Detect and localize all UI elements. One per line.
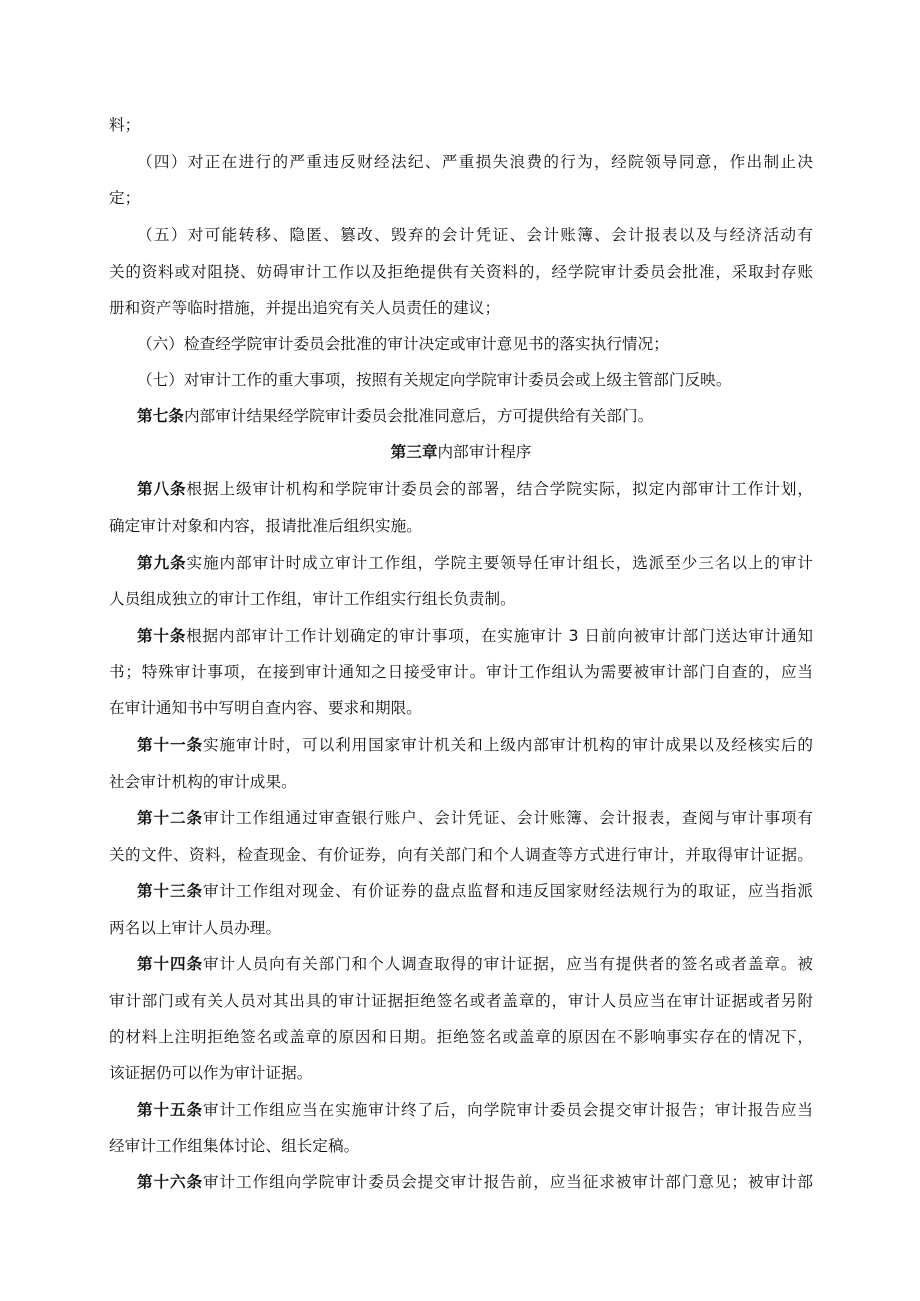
line-text: 根据上级审计机构和学院审计委员会的部署，结合学院实际，拟定内部审计工作计划， <box>186 480 813 498</box>
line-text: 实施内部审计时成立审计工作组，学院主要领导任审计组长，选派至少三名以上的审计 <box>186 554 813 572</box>
article-7 <box>137 405 813 427</box>
line-text: 两名以上审计人员办理。 <box>109 919 282 937</box>
line-text: 审计部门或有关人员对其出具的审计证据拒绝签名或者盖章的，审计人员应当在审计证据或者另附 <box>109 992 813 1010</box>
article-number: 第十五条 <box>137 1101 204 1119</box>
article-number: 第十二条 <box>137 809 204 827</box>
paragraph-line <box>109 515 813 537</box>
line-text: 审计工作组对现金、有价证券的盘点监督和违反国家财经法规行为的取证，应当指派 <box>203 882 813 900</box>
line-text: 在审计通知书中写明自查内容、要求和期限。 <box>109 699 422 717</box>
article-number: 第十一条 <box>137 736 204 754</box>
paragraph-line <box>109 697 813 719</box>
article-8 <box>137 478 813 500</box>
line-text: 该证据仍可以作为审计证据。 <box>109 1064 313 1082</box>
line-text: （四）对正在进行的严重违反财经法纪、严重损失浪费的行为，经院领导同意，作出制止决 <box>137 153 813 171</box>
article-number: 第八条 <box>137 480 187 498</box>
article-number: 第十六条 <box>137 1173 204 1191</box>
line-text: 实施审计时，可以利用国家审计机关和上级内部审计机构的审计成果以及经核实后的 <box>203 736 813 754</box>
line-text: 审计工作组通过审查银行账户、会计凭证、会计账簿、会计报表，查阅与审计事项有 <box>203 809 813 827</box>
line-text: 人员组成独立的审计工作组，审计工作组实行组长负责制。 <box>109 590 516 608</box>
chapter-number: 第三章 <box>390 443 438 461</box>
chapter-heading <box>109 441 813 463</box>
line-text: 书；特殊审计事项，在接到审计通知之日接受审计。审计工作组认为需要被审计部门自查的，应当 <box>109 663 813 681</box>
paragraph-line <box>109 771 813 793</box>
article-14 <box>137 953 813 975</box>
line-text: 审计工作组应当在实施审计终了后，向学院审计委员会提交审计报告；审计报告应当 <box>203 1101 813 1119</box>
paragraph-line <box>109 1135 813 1157</box>
line-text: 关的文件、资料，检查现金、有价证券，向有关部门和个人调查等方式进行审计，并取得审计证据。 <box>109 846 813 864</box>
article-13 <box>137 880 813 902</box>
line-text: 关的资料或对阻挠、妨碍审计工作以及拒绝提供有关资料的，经学院审计委员会批准，采取封存账 <box>109 263 813 281</box>
line-text: 审计人员向有关部门和个人调查取得的审计证据，应当有提供者的签名或者盖章。被 <box>203 955 813 973</box>
article-10 <box>137 625 813 647</box>
line-text: 确定审计对象和内容，报请批准后组织实施。 <box>109 517 422 535</box>
paragraph-line <box>109 114 813 136</box>
article-number: 第七条 <box>137 407 184 425</box>
line-text: 根据内部审计工作计划确定的审计事项，在实施审计 3 日前向被审计部门送达审计通知 <box>186 627 813 645</box>
paragraph-line <box>137 333 813 355</box>
paragraph-line <box>109 1026 813 1048</box>
paragraph-line <box>109 844 813 866</box>
line-text: （七）对审计工作的重大事项，按照有关规定向学院审计委员会或上级主管部门反映。 <box>137 371 732 389</box>
paragraph-line <box>137 369 813 391</box>
article-number: 第九条 <box>137 554 187 572</box>
paragraph-line <box>137 224 813 246</box>
article-15 <box>137 1099 813 1121</box>
paragraph-line <box>109 297 813 319</box>
line-text: 册和资产等临时措施，并提出追究有关人员责任的建议； <box>109 299 501 317</box>
chapter-title: 内部审计程序 <box>437 443 532 461</box>
article-9 <box>137 552 813 574</box>
paragraph-line <box>109 588 813 610</box>
article-number: 第十条 <box>137 627 187 645</box>
line-text: 定； <box>109 189 141 207</box>
paragraph-line <box>109 1062 813 1084</box>
line-text: （五）对可能转移、隐匿、篡改、毁弃的会计凭证、会计账簿、会计报表以及与经济活动有 <box>137 226 813 244</box>
paragraph-line <box>137 151 813 173</box>
article-16 <box>137 1171 813 1193</box>
line-text: 社会审计机构的审计成果。 <box>109 773 297 791</box>
line-text: 内部审计结果经学院审计委员会批准同意后，方可提供给有关部门。 <box>183 407 654 425</box>
article-11 <box>137 734 813 756</box>
paragraph-line <box>109 187 813 209</box>
line-text: 审计工作组向学院审计委员会提交审计报告前，应当征求被审计部门意见；被审计部 <box>203 1173 813 1191</box>
line-text: 经审计工作组集体讨论、组长定稿。 <box>109 1137 360 1155</box>
line-text: 料； <box>109 116 141 134</box>
paragraph-line <box>109 261 813 283</box>
paragraph-line <box>109 990 813 1012</box>
paragraph-line <box>109 661 813 683</box>
line-text: （六）检查经学院审计委员会批准的审计决定或审计意见书的落实执行情况； <box>137 335 669 353</box>
paragraph-line <box>109 917 813 939</box>
article-number: 第十三条 <box>137 882 204 900</box>
article-12 <box>137 807 813 829</box>
line-text: 的材料上注明拒绝签名或盖章的原因和日期。拒绝签名或盖章的原因在不影响事实存在的情况下， <box>109 1028 813 1046</box>
article-number: 第十四条 <box>137 955 204 973</box>
